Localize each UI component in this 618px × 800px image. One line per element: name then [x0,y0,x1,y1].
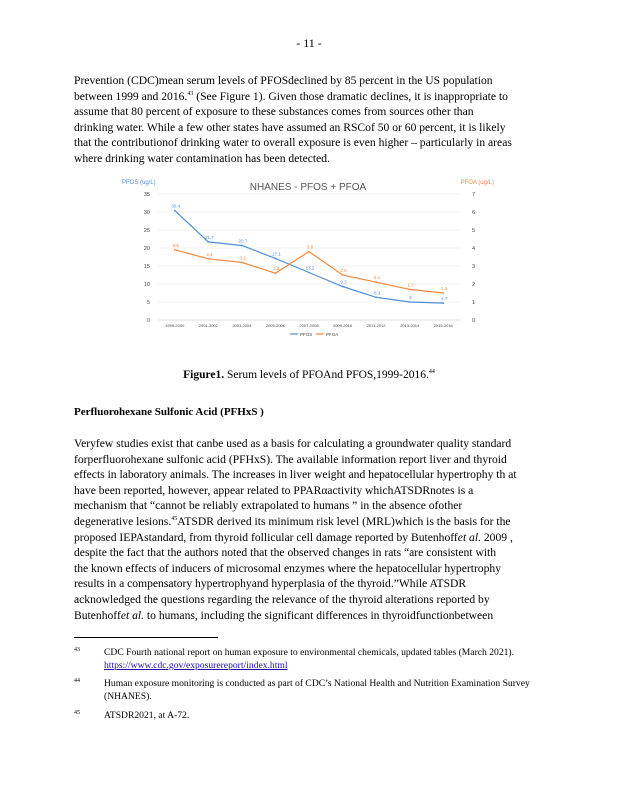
data-label-pfoa: 3.4 [206,251,213,257]
text-line: mechanism that “cannot be reliably extrapolated to humans ” in the absence ofother [74,499,463,513]
data-label-pfos: 6.3 [373,290,381,296]
data-label-pfoa: 1.7 [407,282,414,288]
section-heading: Perfluorohexane Sulfonic Acid (PFHxS ) [74,406,264,418]
x-tick-label: 2007-2008 [299,323,319,328]
data-point-pfos [174,210,176,212]
x-tick-label: 2005-2006 [265,323,286,328]
y-tick-left: 0 [146,318,150,324]
data-label-pfoa: 2.5 [340,268,347,273]
figure-caption [0,369,618,381]
chart-legend [290,332,338,337]
page-number: - 11 - [296,36,322,50]
text-line: where drinking water contamination has been detected. [74,151,330,165]
data-point-pfoa [442,292,444,294]
y-axis-right-label: PFOA (ug/L) [460,180,494,186]
data-label-pfos: 5 [409,295,412,300]
text-line: have been reported, however, appear related to PPARαactivity whichATSDRnotes is a [74,483,474,497]
data-label-pfoa: 2.1 [373,275,381,281]
data-label-pfos: 21.7 [204,234,214,240]
text-fragment: between 1999 and 2016. [74,89,188,103]
data-point-pfoa [275,272,277,274]
text-fragment: 2009 , [480,530,513,544]
data-label-pfos: 9.3 [340,279,347,285]
footnote-body: CDC Fourth national report on human exposure to environmental chemicals, updated tables (March 2021). [104,647,515,658]
series-line-pfoa [175,250,443,296]
text-fragment: Butenhoff [74,608,121,622]
y-tick-right: 1 [472,300,476,306]
text-fragment: (See Figure 1). Given those dramatic declines, it is inappropriate to [193,89,508,103]
nhanes-line-chart [118,172,498,362]
data-label-pfoa: 2.6 [273,266,280,272]
text-line: results in a compensatory hypertrophyand hyperplasia of the thyroid.”While ATSDR [74,577,467,591]
data-point-pfoa [241,262,243,264]
x-tick-label: 1999-2000 [165,323,185,328]
data-point-pfos [241,245,243,247]
x-tick-label: 2001-2002 [198,323,218,328]
footnote-mark: 45 [74,710,80,716]
data-point-pfos [308,272,310,274]
footnote-ref[interactable]: 45 [171,516,178,523]
data-point-pfoa [375,281,377,283]
data-point-pfos [409,301,411,303]
data-label-pfoa: 3.8 [306,244,314,250]
y-tick-right: 5 [472,228,476,234]
footnote-divider [74,637,218,638]
text-line: acknowledged the questions regarding the relevance of the thyroid alterations reported by [74,592,490,606]
footnote-45 [74,709,544,722]
footnote-mark: 44 [74,678,80,684]
text-line: forperfluorohexane sulfonic acid (PFHxS). The available information report liver and thyroid [74,452,507,466]
legend-label: PFOS [300,331,313,337]
footnote-ref[interactable]: 44 [428,369,435,376]
y-tick-right: 2 [472,282,476,288]
data-point-pfoa [174,249,176,251]
y-tick-right: 0 [472,318,476,324]
text-fragment: to humans, including the significant differences in thyroidfunctionbetween [144,608,494,622]
footnote-ref[interactable]: 43 [187,90,194,97]
data-point-pfos [342,286,344,288]
y-tick-right: 4 [472,246,476,252]
text-fragment: degenerative lesions. [74,514,172,528]
text-line: despite the fact that the authors noted that the observed changes in rats “are consistent with [74,546,497,560]
text-line: drinking water. While a few other states have assumed an RSCof 50 or 60 percent, it is likely [74,120,506,134]
y-tick-left: 10 [143,282,150,288]
data-label-pfos: 4.7 [441,296,448,302]
text-line: Veryfew studies exist that canbe used as a basis for calculating a groundwater quality standard [74,437,512,450]
footnote-text [104,646,544,672]
legend-label: PFOA [326,331,339,337]
text-line [74,514,544,530]
data-point-pfos [207,241,209,243]
data-point-pfos [275,258,277,260]
x-tick-label: 2009-2010 [332,323,353,328]
y-tick-right: 6 [472,210,476,216]
y-tick-left: 20 [143,246,150,252]
data-label-pfos: 30.4 [171,203,181,209]
data-label-pfos: 13.2 [305,265,315,271]
data-point-pfoa [409,289,411,291]
x-tick-label: 2015-2016 [433,323,453,328]
y-tick-left: 5 [146,300,150,306]
text-fragment: proposed IEPAstandard, from thyroid follicular cell damage reported by Butenhoff [74,530,458,544]
text-line: that the contributionof drinking water to overall exposure is even higher – particularly in areas [74,136,512,150]
text-line: assume that 80 percent of exposure to these substances comes from sources other than [74,105,474,119]
chart-title: NHANES - PFOS + PFOA [249,182,367,193]
footnote-mark: 43 [74,647,80,653]
text-italic: et al. [120,608,144,622]
y-tick-right: 7 [472,192,476,198]
footnote-44 [74,677,544,703]
x-tick-label: 2011-2012 [366,323,386,328]
y-tick-right: 3 [472,264,476,270]
data-label-pfoa: 3.9 [172,242,179,248]
data-label-pfos: 17.1 [272,251,281,257]
y-axis-left-label: PFOS (ug/L) [122,180,156,186]
data-label-pfoa: 3.2 [239,255,247,261]
x-tick-label: 2003-2004 [232,323,252,328]
data-point-pfoa [207,258,209,260]
data-label-pfoa: 1.5 [441,286,448,291]
y-tick-left: 25 [143,228,150,234]
data-label-pfos: 20.7 [238,238,248,244]
paragraph-cdc-decline [74,73,544,167]
data-point-pfos [442,302,444,304]
caption-label: Figure1. [183,369,225,381]
y-tick-left: 35 [143,192,150,198]
text-line: effects in laboratory animals. The increases in liver weight and hepatocellular hypertrophy th at [74,468,517,482]
text-line [74,530,544,546]
y-tick-left: 30 [143,210,150,216]
data-point-pfoa [342,274,344,276]
paragraph-pfhxs [74,436,544,623]
data-point-pfos [375,296,377,298]
text-italic: et al. [457,530,481,544]
y-tick-left: 15 [143,264,150,270]
caption-text: Serum levels of PFOAnd PFOS,1999-2016. [224,369,429,381]
series-line-pfos [172,211,443,304]
footnote-text: ATSDR2021, at A-72. [104,710,190,721]
data-point-pfoa [308,251,310,253]
text-fragment: ATSDR derived its minimum risk level (MRL)which is the basis for the [177,514,511,528]
text-line: Prevention (CDC)mean serum levels of PFOSdeclined by 85 percent in the US population [74,74,493,87]
text-line [74,89,544,105]
footnote-text: Human exposure monitoring is conducted as part of CDC’s National Health and Nutrition Examination Survey (NHANES). [104,678,530,702]
text-line [74,608,544,624]
footnote-43 [74,646,544,672]
text-line: the known effects of inducers of microsomal enzymes where the hepatocellular hypertrophy [74,561,501,575]
footnote-link[interactable]: https://www.cdc.gov/exposurereport/index.html [104,660,288,671]
x-tick-label: 2013-2014 [400,323,420,328]
